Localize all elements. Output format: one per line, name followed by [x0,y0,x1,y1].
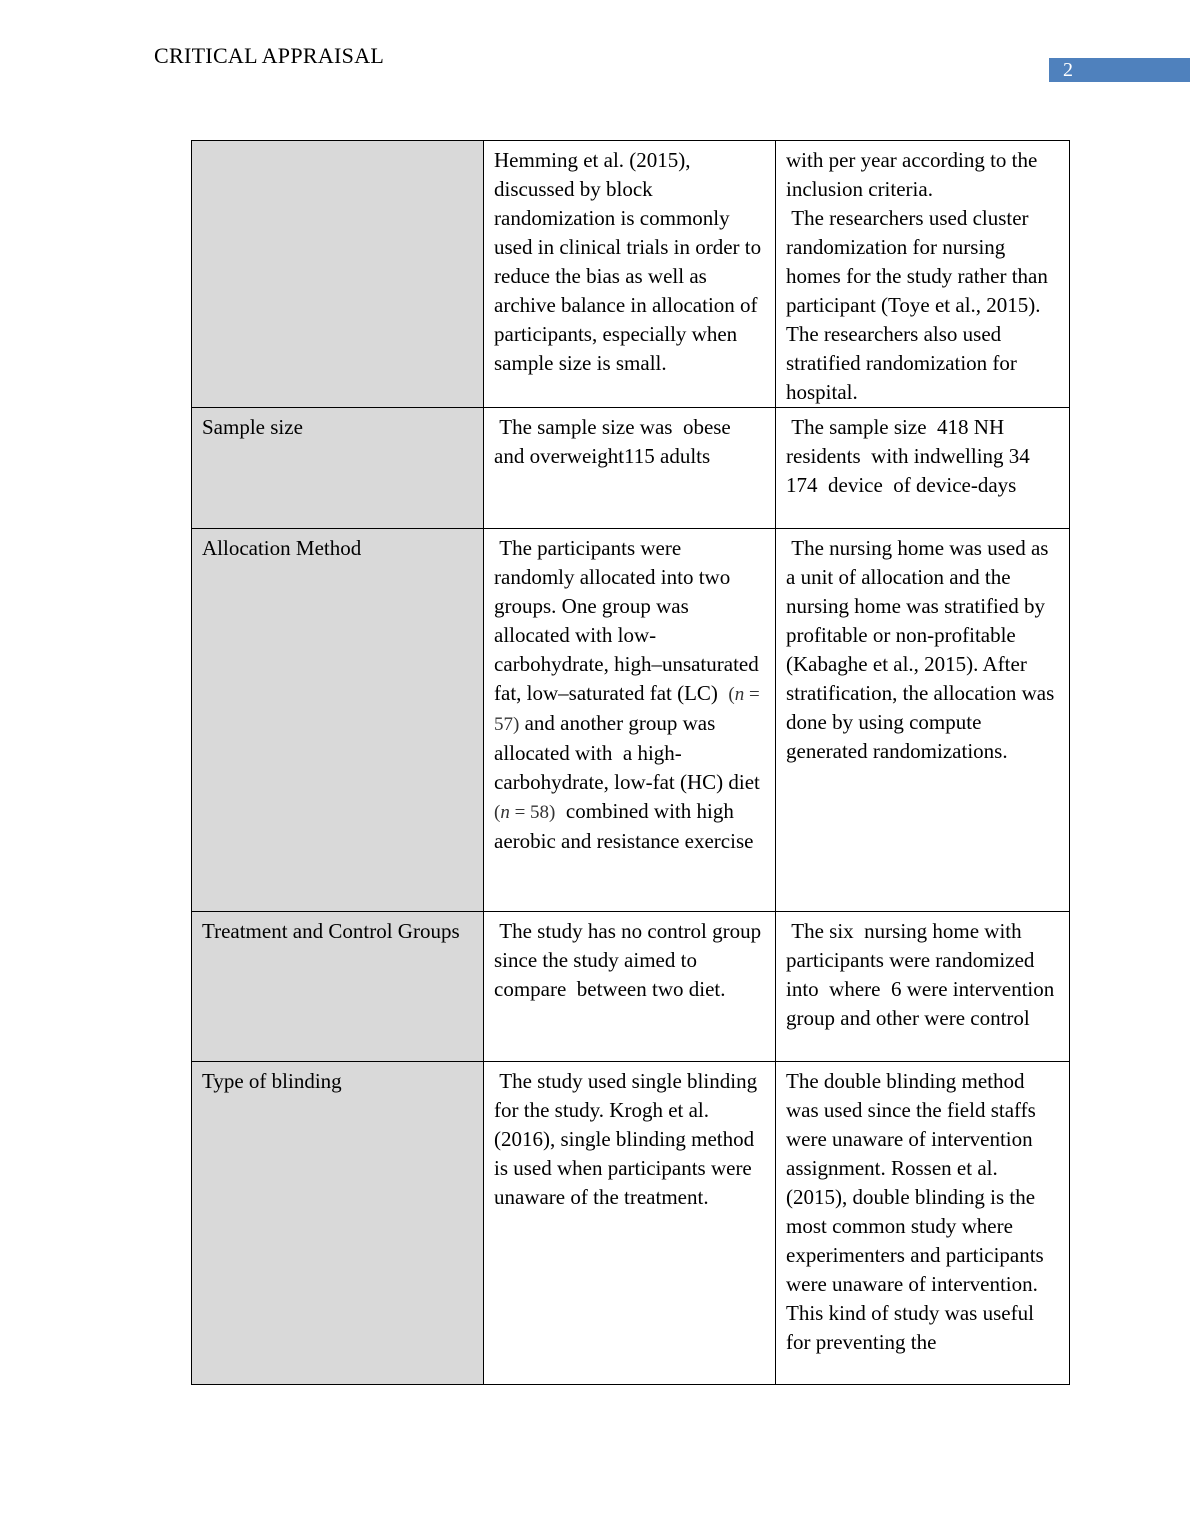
row-label-cell: Sample size [192,408,484,529]
table-row [192,408,1070,529]
n-symbol: n [734,684,745,705]
row-label-cell: Type of blinding [192,1062,484,1385]
page-number: 2 [1063,59,1073,81]
paren: ( [728,684,735,705]
table-row [192,529,1070,912]
sample-count-hc [494,802,555,823]
study-two-cell [776,141,1070,408]
study-two-cell: The sample size 418 NH residents with indwelling 34 174 device of device-days [776,408,1070,529]
row-label-cell [192,141,484,408]
table-row [192,912,1070,1062]
running-head-title: CRITICAL APPRAISAL [154,43,385,68]
cell-paragraph: The researchers used cluster randomization for nursing homes for the study rather than participant (Toye et al., 2015). The researchers also used stratified randomization for hospital. [786,206,1054,404]
cell-paragraph: with per year according to the inclusion criteria. [786,148,1038,201]
study-one-cell [484,529,776,912]
cell-text: combined with high aerobic and resistance exercise [494,799,754,853]
cell-text: The participants were randomly allocated into two groups. One group was allocated with low-carbohydrate, high–unsaturated fat, low–saturated fat (LC) [494,536,764,705]
study-one-cell: The study used single blinding for the study. Krogh et al. (2016), single blinding method is used when participants were unaware of the treatment. [484,1062,776,1385]
row-label-cell: Treatment and Control Groups [192,912,484,1062]
study-two-cell: The double blinding method was used since the field staffs were unaware of intervention assignment. Rossen et al. (2015), double blinding is the most common study where experimenters and participants were unaware of intervention. This kind of study was useful for preventing the [776,1062,1070,1385]
study-one-cell: The study has no control group since the study aimed to compare between two diet. [484,912,776,1062]
cell-text: and another group was allocated with a high-carbohydrate, low-fat (HC) diet [494,711,766,794]
n-value: = 58) [509,802,556,823]
critical-appraisal-table [191,140,1070,1385]
study-one-cell: The sample size was obese and overweight115 adults [484,408,776,529]
n-value: = 57) [494,684,765,735]
study-two-cell: The six nursing home with participants were randomized into where 6 were intervention group and other were control [776,912,1070,1062]
study-one-cell: Hemming et al. (2015), discussed by block randomization is commonly used in clinical trials in order to reduce the bias as well as archive balance in allocation of participants, especially when sample size is small. [484,141,776,408]
table-row [192,1062,1070,1385]
paren: ( [494,802,501,823]
n-symbol: n [500,802,510,823]
row-label-cell: Allocation Method [192,529,484,912]
table-row [192,141,1070,408]
study-two-cell: The nursing home was used as a unit of allocation and the nursing home was stratified by profitable or non-profitable (Kabaghe et al., 2015). After stratification, the allocation was done by using compute generated randomizations. [776,529,1070,912]
page-number-badge [1049,58,1190,82]
